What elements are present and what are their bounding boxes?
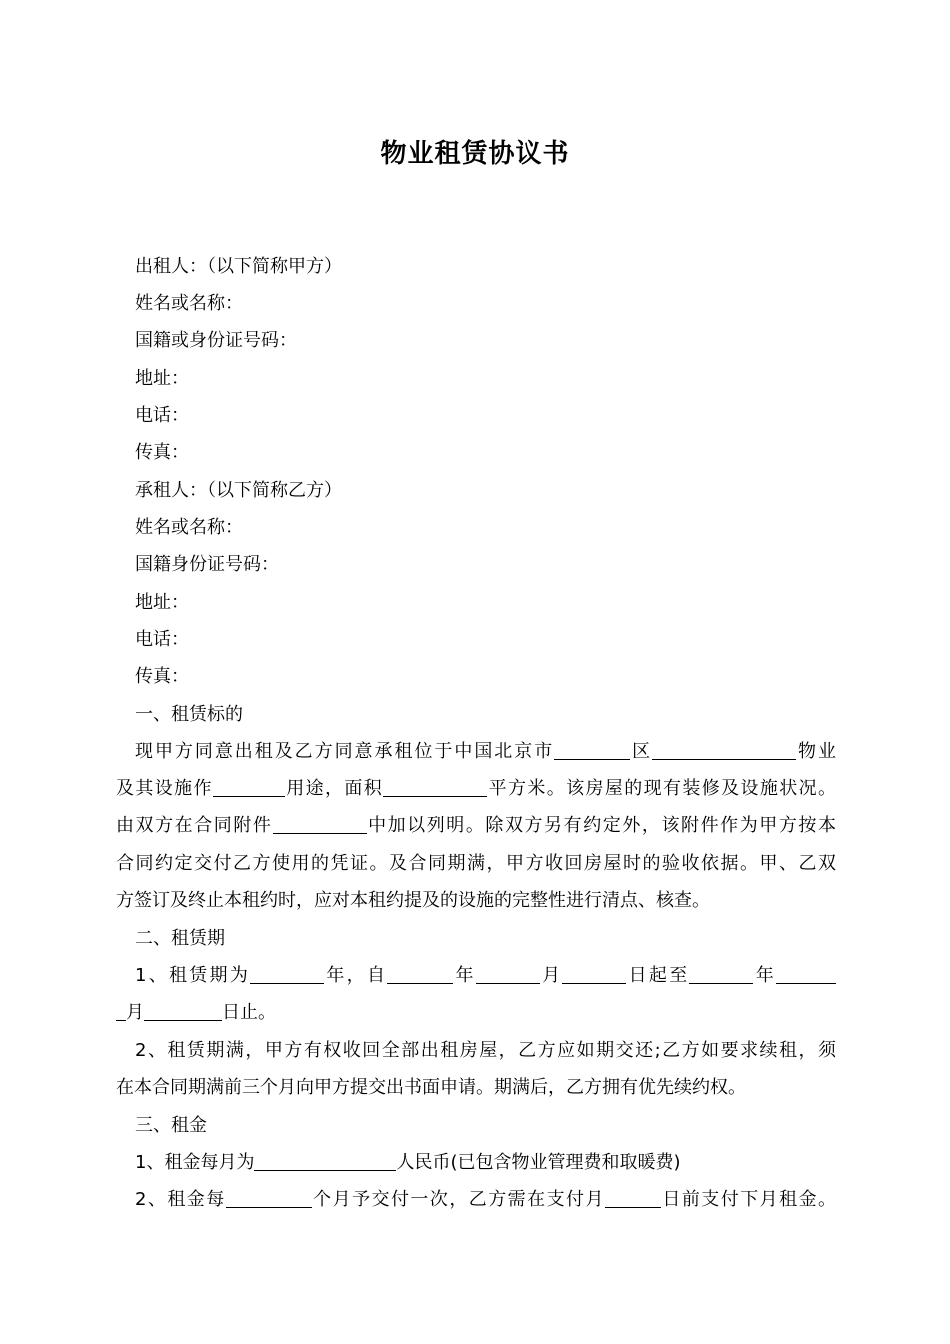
lessee-fax-label: 传真：: [135, 666, 189, 687]
lessor-fax-label: 传真：: [135, 442, 189, 463]
start-year-blank: [387, 965, 453, 984]
monthly-rent-blank: [254, 1152, 396, 1171]
lessor-name-label: 姓名或名称：: [135, 293, 243, 314]
start-day-blank: [562, 965, 626, 984]
section2-item1-line1: 1、租赁期为 年，自 年 月 日起至 年: [135, 961, 836, 987]
section1-line3: 由双方在合同附件 中加以列明。除双方另有约定外，该附件作为甲方按本: [116, 815, 836, 836]
lessor-phone-label: 电话：: [135, 405, 189, 426]
section1-line4: 合同约定交付乙方使用的凭证。及合同期满，甲方收回房屋时的验收依据。甲、乙双: [116, 853, 836, 874]
end-month-blank-b: [116, 1002, 126, 1021]
lessee-name-label: 姓名或名称：: [135, 517, 243, 538]
lessee-heading: 承租人：（以下简称乙方）: [135, 480, 342, 501]
start-month-blank: [476, 965, 540, 984]
property-blank: [652, 741, 796, 760]
section2-item2-line1: 2、租赁期满，甲方有权收回全部出租房屋，乙方应如期交还;乙方如要求续租，须: [135, 1040, 836, 1061]
section3-heading: 三、租金: [135, 1115, 207, 1136]
section1-line5: 方签订及终止本租约时，应对本租约提及的设施的完整性进行清点、核查。: [116, 890, 710, 911]
end-year-blank: [689, 965, 753, 984]
payment-interval-blank: [226, 1189, 312, 1208]
document-title: 物业租赁协议书: [380, 139, 570, 169]
lessee-phone-label: 电话：: [135, 629, 189, 650]
district-blank: [554, 741, 630, 760]
section2-heading: 二、租赁期: [135, 928, 225, 949]
section2-item1-line2: 月 日止。: [116, 998, 836, 1024]
end-day-blank: [144, 1002, 222, 1021]
lessor-id-label: 国籍或身份证号码：: [135, 330, 297, 351]
section3-item2: 2、租金每 个月予交付一次，乙方需在支付月 日前支付下月租金。: [135, 1189, 837, 1210]
lessee-id-label: 国籍身份证号码：: [135, 554, 279, 575]
section1-line2: 及其设施作 用途，面积 平方米。该房屋的现有装修及设施状况。: [116, 778, 837, 799]
lessor-address-label: 地址：: [135, 368, 189, 389]
end-month-blank-a: [776, 965, 836, 984]
area-blank: [383, 778, 487, 797]
annex-blank: [273, 815, 367, 834]
section1-line1: 现甲方同意出租及乙方同意承租位于中国北京市 区 物业: [135, 741, 837, 762]
section3-item1: 1、租金每月为 人民币(已包含物业管理费和取暖费): [135, 1152, 681, 1173]
section2-item2-line2: 在本合同期满前三个月向甲方提交出书面申请。期满后，乙方拥有优先续约权。: [116, 1077, 746, 1098]
section1-heading: 一、租赁标的: [135, 704, 243, 725]
term-years-blank: [250, 965, 324, 984]
usage-blank: [213, 778, 285, 797]
payment-day-blank: [605, 1189, 661, 1208]
lessor-heading: 出租人：（以下简称甲方）: [135, 256, 342, 277]
lessee-address-label: 地址：: [135, 592, 189, 613]
